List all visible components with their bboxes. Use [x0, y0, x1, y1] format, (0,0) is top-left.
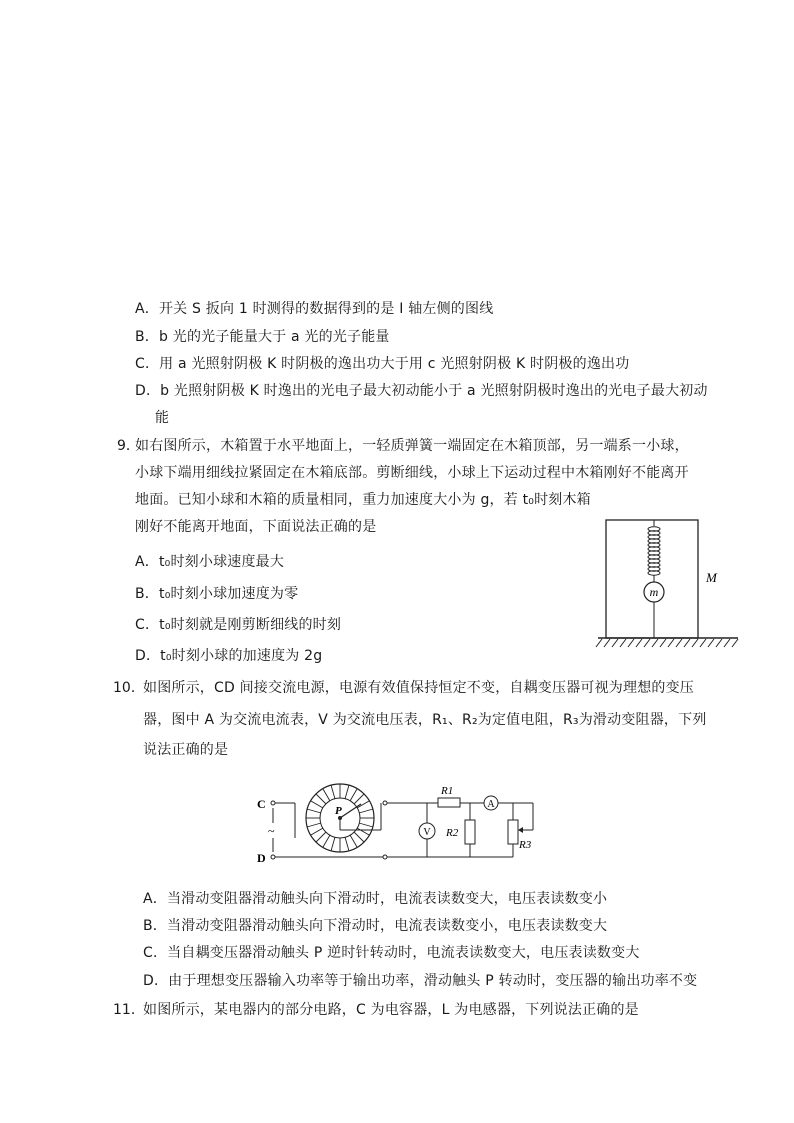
- q10-slider-label: P: [335, 805, 342, 817]
- q9-option-b: B．t₀时刻小球加速度为零: [135, 586, 299, 602]
- q8-option-b: B．b 光的光子能量大于 a 光的光子能量: [135, 329, 390, 345]
- q11-number: 11．: [113, 1002, 145, 1018]
- q9-stem-1: 如右图所示，木箱置于水平地面上，一轻质弹簧一端固定在木箱顶部，另一端系一小球，: [135, 438, 689, 454]
- q9-stem-3: 地面。已知小球和木箱的质量相同，重力加速度大小为 g，若 t₀时刻木箱: [135, 492, 591, 508]
- q10-stem-1: 如图所示，CD 间接交流电源，电源有效值保持恒定不变，自耦变压器可视为理想的变压: [143, 680, 695, 696]
- q9-stem-2: 小球下端用细线拉紧固定在木箱底部。剪断细线，小球上下运动过程中木箱刚好不能离开: [135, 465, 689, 481]
- q9-ball-label: m: [649, 585, 659, 599]
- q10-stem-3: 说法正确的是: [143, 742, 229, 758]
- q9-option-c: C．t₀时刻就是刚剪断细线的时刻: [135, 617, 342, 633]
- q10-r2-label: R2: [446, 827, 459, 839]
- q10-stem-2: 器，图中 A 为交流电流表，V 为交流电压表，R₁、R₂为定值电阻，R₃为滑动变阻器，下列: [143, 712, 707, 728]
- q10-option-b: B．当滑动变阻器滑动触头向下滑动时，电流表读数变小，电压表读数变大: [143, 918, 608, 934]
- q9-box-label: M: [706, 570, 717, 585]
- q9-stem-4: 刚好不能离开地面，下面说法正确的是: [135, 519, 377, 535]
- q8-option-d-cont: 能: [155, 410, 170, 426]
- q10-circuit-figure: [255, 778, 555, 868]
- q10-r1-label: R1: [441, 785, 454, 797]
- q10-ammeter-label: A: [487, 799, 495, 810]
- q10-r3-label: R3: [519, 839, 532, 851]
- q9-box-spring-figure: [592, 512, 742, 660]
- q10-voltmeter-label: V: [423, 827, 431, 838]
- q10-terminal-d: D: [257, 851, 266, 865]
- q10-option-c: C．当自耦变压器滑动触头 P 逆时针转动时，电流表读数变大，电压表读数变大: [143, 945, 640, 961]
- q9-option-d: D．t₀时刻小球的加速度为 2g: [135, 648, 323, 664]
- q10-option-d: D．由于理想变压器输入功率等于输出功率，滑动触头 P 转动时，变压器的输出功率不变: [143, 973, 698, 989]
- q11-stem: 如图所示，某电器内的部分电路，C 为电容器，L 为电感器，下列说法正确的是: [143, 1002, 639, 1018]
- q8-option-d: D．b 光照射阴极 K 时逸出的光电子最大初动能小于 a 光照射阴极时逸出的光电子最大初动: [135, 383, 708, 399]
- q9-option-a: A．t₀时刻小球速度最大: [135, 554, 285, 570]
- q10-number: 10．: [113, 680, 145, 696]
- q9-number: 9．: [117, 438, 140, 454]
- q10-source-symbol: ~: [268, 824, 275, 838]
- q8-option-a: A．开关 S 扳向 1 时测得的数据得到的是 I 轴左侧的图线: [135, 301, 494, 317]
- q10-option-a: A．当滑动变阻器滑动触头向下滑动时，电流表读数变大，电压表读数变小: [143, 891, 608, 907]
- q10-terminal-c: C: [257, 797, 266, 811]
- q8-option-c: C．用 a 光照射阴极 K 时阴极的逸出功大于用 c 光照射阴极 K 时阴极的逸出功: [135, 356, 630, 372]
